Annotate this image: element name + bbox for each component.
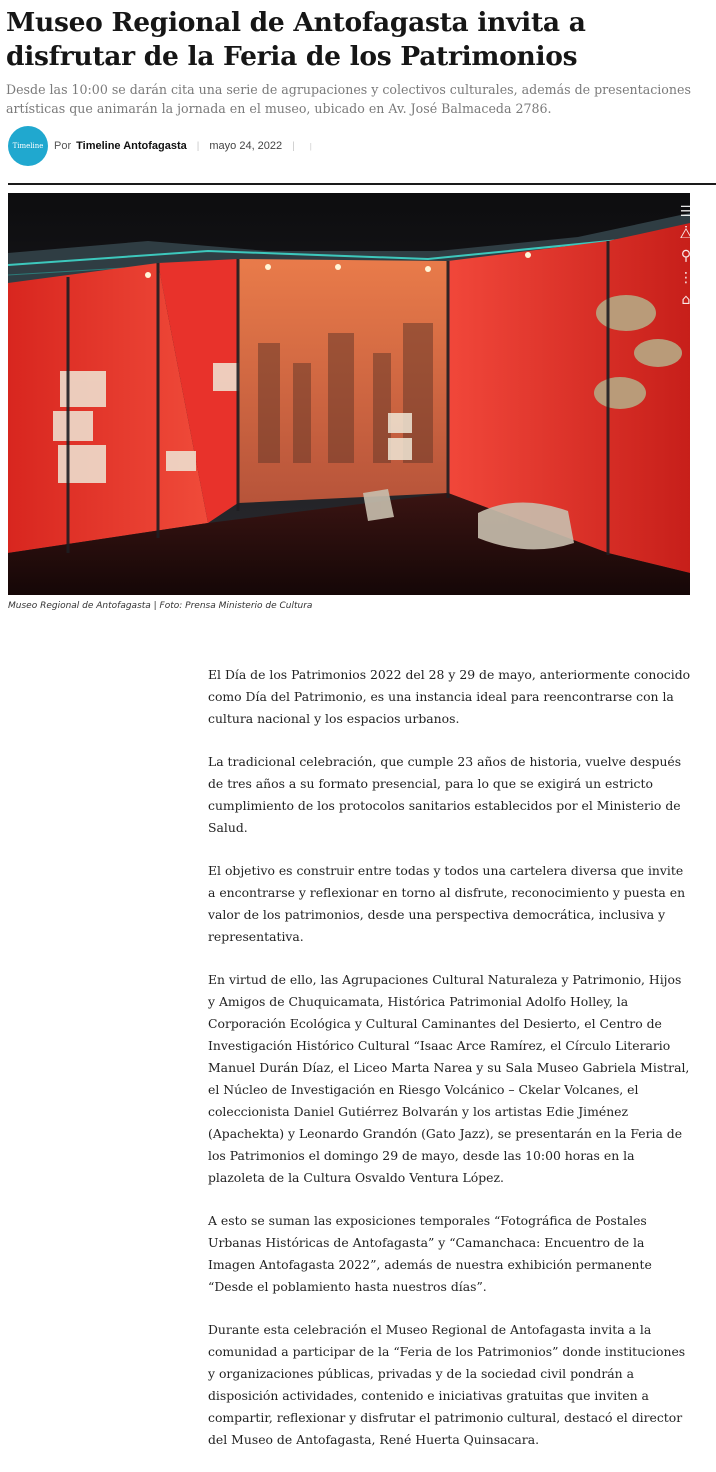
article-paragraph: La tradicional celebración, que cumple 23 años de historia, vuelve después de tres años a su formato presencial, para lo que se exigirá un estricto cumplimiento de los protocolos sanitarios establecidos por el Ministerio de Salud.: [208, 754, 682, 835]
article-body: [208, 664, 692, 1472]
byline: [8, 126, 317, 166]
share-icon[interactable]: ⧊: [679, 226, 693, 242]
byline-prefix: Por: [54, 140, 72, 152]
avatar-text: Timeline: [12, 142, 44, 150]
image-caption: Museo Regional de Antofagasta | Foto: Prensa Ministerio de Cultura: [8, 601, 313, 611]
article-title: Museo Regional de Antofagasta invita a disfrutar de la Feria de los Patrimonios: [6, 7, 586, 72]
article-subtitle: Desde las 10:00 se darán cita una serie de agrupaciones y colectivos culturales, además de presentaciones artísticas que animarán la jornada en el museo, ubicado en Av. José Balmaceda 2786.: [6, 82, 691, 116]
byline-divider: |: [292, 140, 295, 152]
article-paragraph: Durante esta celebración el Museo Regional de Antofagasta invita a la comunidad a participar de la “Feria de los Patrimonios” donde instituciones y organizaciones públicas, privadas y de la sociedad civil pondrán a disposición actividades, contenido e iniciativas gratuitas que inviten a compartir, reflexionar y disfrutar el patrimonio cultural, destacó el director del Museo de Antofagasta, René Huerta Quinsacara.: [208, 1322, 686, 1447]
share-icon[interactable]: ⋮: [679, 270, 693, 286]
article-paragraph: A esto se suman las exposiciones temporales “Fotográfica de Postales Urbanas Históricas de Antofagasta” y “Camanchaca: Encuentro de la Imagen Antofagasta 2022”, además de nuestra exhibición permanente “Desde el poblamiento hasta nuestros días”.: [208, 1213, 652, 1294]
author-avatar[interactable]: [8, 126, 48, 166]
header-divider: [8, 183, 716, 185]
article-paragraph: En virtud de ello, las Agrupaciones Cultural Naturaleza y Patrimonio, Hijos y Amigos de Chuquicamata, Histórica Patrimonial Adolfo Holley, la Corporación Ecológica y Cultural Caminantes del Desierto, el Centro de Investigación Histórico Cultural “Isaac Arce Ramírez, el Círculo Literario Manuel Durán Díaz, el Liceo Marta Narea y su Sala Museo Gabriela Mistral, el Núcleo de Investigación en Riesgo Volcánico – Ckelar Volcanes, el coleccionista Daniel Gutiérrez Bolvarán y los artistas Edie Jiménez (Apachekta) y Leonardo Grandón (Gato Jazz), se presentarán en la Feria de los Patrimonios el domingo 29 de mayo, desde las 10:00 horas en la plazoleta de la Cultura Osvaldo Ventura López.: [208, 972, 690, 1185]
featured-image: [8, 193, 690, 595]
search-icon[interactable]: ⚲: [680, 248, 692, 264]
byline-divider: |: [309, 141, 312, 151]
article-paragraph: El Día de los Patrimonios 2022 del 28 y 29 de mayo, anteriormente conocido como Día del Patrimonio, es una instancia ideal para reencontrarse con la cultura nacional y los espacios urbanos.: [208, 667, 691, 726]
menu-icon[interactable]: ☰: [679, 204, 693, 220]
byline-divider: |: [196, 140, 200, 152]
museum-exhibit-photo: [8, 193, 690, 595]
author-link[interactable]: Timeline Antofagasta: [76, 140, 187, 152]
publish-date: mayo 24, 2022: [209, 140, 283, 152]
home-icon[interactable]: ⌂: [681, 292, 691, 308]
article-paragraph: El objetivo es construir entre todas y todos una cartelera diversa que invite a encontrarse y reflexionar en torno al disfrute, reconocimiento y puesta en valor de los patrimonios, desde una perspectiva democrática, inclusiva y representativa.: [208, 863, 686, 944]
floating-toolbar: [676, 205, 696, 307]
